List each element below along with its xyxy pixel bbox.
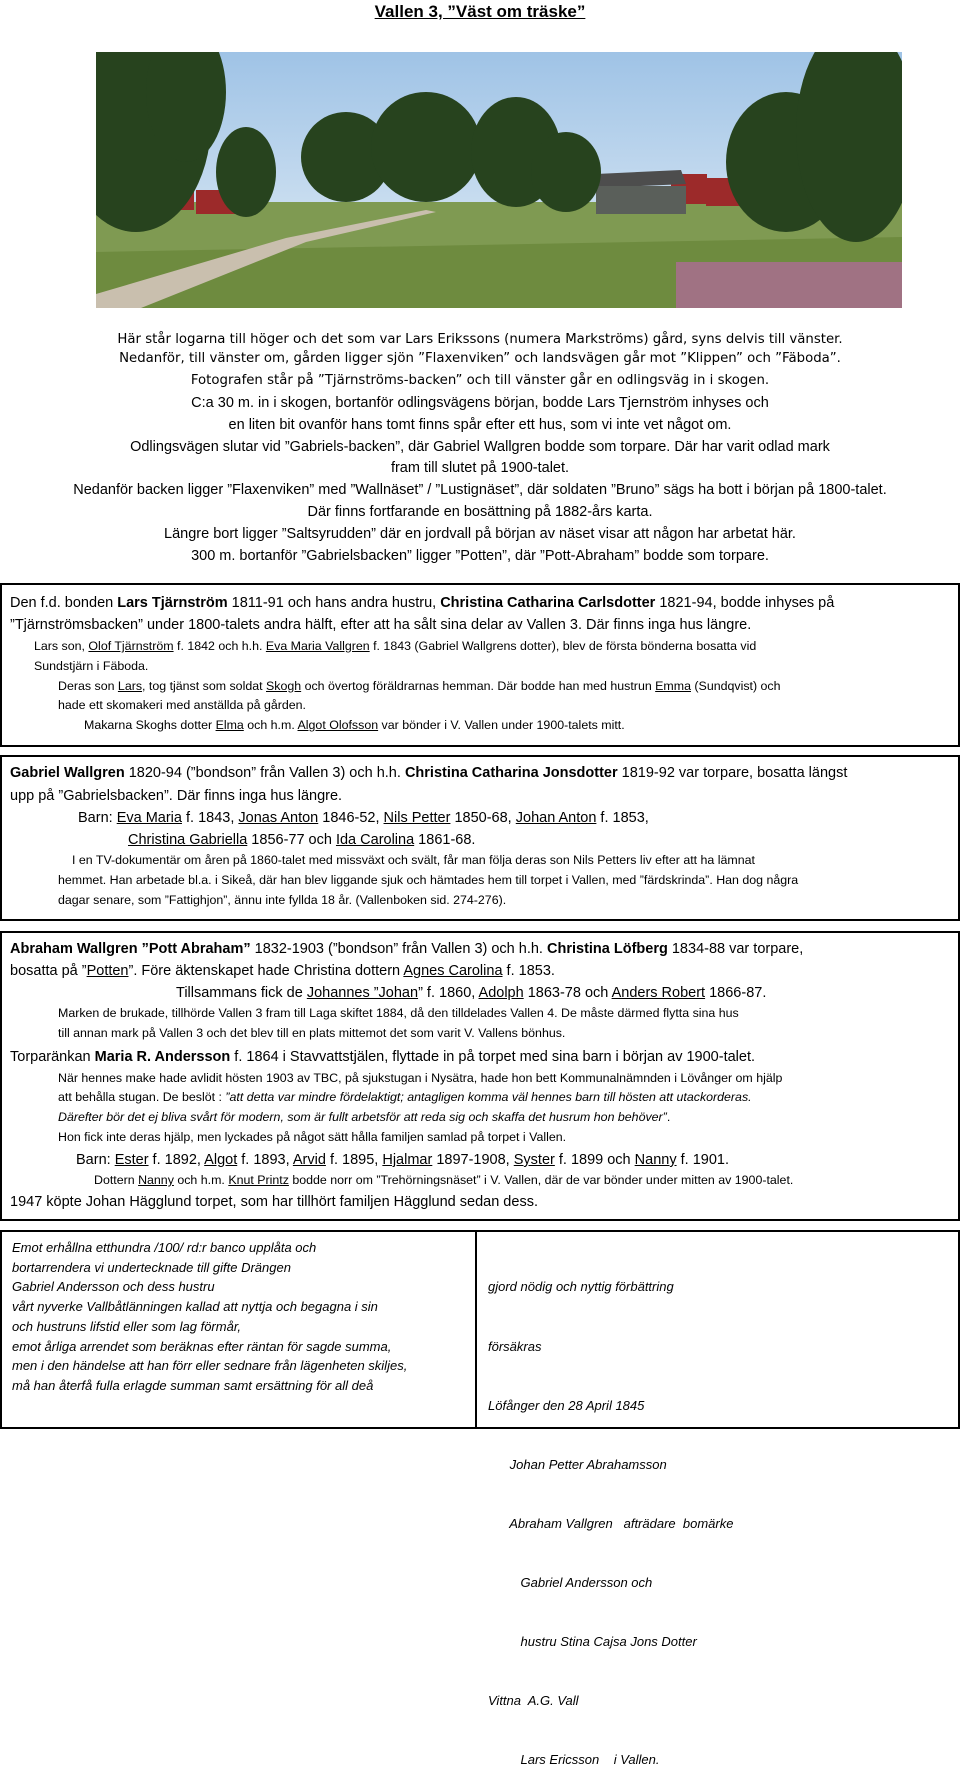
caption-line: en liten bit ovanför hans tomt finns spår efter ett hus, som vi inte vet något om.	[228, 417, 732, 433]
box1-line: hade ett skomakeri med anställda på gården.	[58, 698, 306, 712]
box1-line: Makarna Skoghs dotter Elma och h.m. Algot Olofsson var bönder i V. Vallen under 1900-talets mitt.	[84, 718, 625, 732]
box3-line: Därefter bör det ej bliva svårt för modern, som är fullt arbetsför att reda sig och skaffa det husrum hon behöver”.	[58, 1110, 671, 1124]
box1-line: Den f.d. bonden Lars Tjärnström 1811-91 och hans andra hustru, Christina Catharina Carlsdotter 1821-94, bodde inhyses på	[10, 595, 835, 611]
box3-line: Abraham Wallgren ”Pott Abraham” 1832-1903 (”bondson” från Vallen 3) och h.h. Christina Löfberg 1834-88 var torpare,	[10, 941, 804, 957]
letter-right-text: gjord nödig och nyttig förbättring försäkras Löfånger den 28 April 1845 Johan Petter Abrahamsson Abraham Vallgren afträdare bomärke Gabriel Andersson och hustru Stina Cajsa Jons Dotter Vittna A.G. Vall Lars Ericsson i Vallen.	[488, 1279, 734, 1768]
box1-line: Deras son Lars, tog tjänst som soldat Skogh och övertog föräldrarnas hemman. Där bodde han med hustrun Emma (Sundqvist) och	[58, 679, 781, 693]
caption-line: Fotografen står på ”Tjärnströms-backen” och till vänster går en odlingsväg in i skogen.	[190, 373, 770, 388]
caption-line: Längre bort ligger ”Saltsyrudden” där en jordvall på början av näset visar att någon har arbetat här.	[164, 526, 796, 542]
caption-line: Odlingsvägen slutar vid ”Gabriels-backen”, där Gabriel Wallgren bodde som torpare. Där har varit odlad mark	[130, 439, 830, 455]
box3-line: 1947 köpte Johan Hägglund torpet, som har tillhört familjen Hägglund sedan dess.	[10, 1194, 538, 1210]
caption-line: fram till slutet på 1900-talet.	[390, 460, 570, 476]
box3-line: Hon fick inte deras hjälp, men lyckades på något sätt hålla familjen samlad på torpet i Vallen.	[58, 1130, 567, 1144]
box3-line: till annan mark på Vallen 3 och det blev till en plats mittemot det som varit V. Vallens bönhus.	[58, 1026, 566, 1040]
caption-line: Där finns fortfarande en bosättning på 1882-års karta.	[307, 504, 653, 520]
box3-line: När hennes make hade avlidit hösten 1903 av TBC, på sjukstugan i Nysätra, hade hon bett Kommunalnämnden i Lövånger om hjälp	[58, 1071, 783, 1085]
box3-line: Marken de brukade, tillhörde Vallen 3 fram till Laga skiftet 1884, då den tilldelades Vallen 4. De måste därmed flytta sina hus	[58, 1006, 739, 1020]
letter-left-text: Emot erhållna etthundra /100/ rd:r banco upplåta och bortarrendera vi undertecknade till gifte Drängen Gabriel Andersson och dess hustru vårt nyverke Vallbåtlänningen kallad att nyttja och begagna i sin och hustruns lifstid eller som lag förmår, emot årliga arrendet som beräknas efter räntan för sagde summa, men i den händelse att han förr eller sednare från lägenheten skiljes, må han återfå fulla erlagde summan samt ersättning för all deå	[12, 1240, 408, 1393]
box2-line: Christina Gabriella 1856-77 och Ida Carolina 1861-68.	[128, 832, 476, 848]
caption-line: 300 m. bortanför ”Gabrielsbacken” ligger ”Potten”, där ”Pott-Abraham” bodde som torpare.	[191, 548, 769, 564]
box3-line: Barn: Ester f. 1892, Algot f. 1893, Arvid f. 1895, Hjalmar 1897-1908, Syster f. 1899 och Nanny f. 1901.	[76, 1152, 729, 1168]
box2-line: I en TV-dokumentär om åren på 1860-talet med missväxt och svält, får man följa deras son Nils Petters liv efter att ha lämnat	[72, 853, 755, 867]
box1-line: Sundstjärn i Fäboda.	[34, 659, 149, 673]
page-title: Vallen 3, ”Väst om träske”	[374, 2, 586, 21]
caption-line: Här står logarna till höger och det som var Lars Erikssons (numera Markströms) gård, syns delvis till vänster.	[117, 332, 843, 347]
box3-line: bosatta på ”Potten”. Före äktenskapet hade Christina dottern Agnes Carolina f. 1853.	[10, 963, 555, 979]
box2-line: upp på ”Gabrielsbacken”. Där finns inga hus längre.	[10, 788, 343, 804]
box1-line: ”Tjärnströmsbacken” under 1800-talets andra hälft, efter att ha sålt sina delar av Vallen 3. Där finns inga hus längre.	[10, 617, 752, 633]
caption-line: Nedanför, till vänster om, gården ligger sjön ”Flaxenviken” och landsvägen går mot ”Klippen” och ”Fäboda”.	[119, 351, 841, 366]
box2-line: Gabriel Wallgren 1820-94 (”bondson” från Vallen 3) och h.h. Christina Catharina Jonsdotter 1819-92 var torpare, bosatta längst	[10, 765, 848, 781]
caption-line: C:a 30 m. in i skogen, bortanför odlingsvägens början, bodde Lars Tjernström inhyses och	[191, 395, 769, 411]
photo-icon	[96, 52, 902, 308]
box3-line: Tillsammans fick de Johannes ”Johan” f. 1860, Adolph 1863-78 och Anders Robert 1866-87.	[176, 985, 767, 1001]
box3-line: Dottern Nanny och h.m. Knut Printz bodde norr om ”Trehörningsnäset” i V. Vallen, där de var bönder under mitten av 1900-talet.	[94, 1173, 794, 1187]
box3-line: Torparänkan Maria R. Andersson f. 1864 i Stavvattstjälen, flyttade in på torpet med sina barn i början av 1900-talet.	[10, 1049, 756, 1065]
farm-photo	[96, 52, 902, 308]
box1-line: Lars son, Olof Tjärnström f. 1842 och h.h. Eva Maria Vallgren f. 1843 (Gabriel Wallgrens dotter), blev de första bönderna bosatta vid	[34, 639, 757, 653]
box2-line: dagar senare, som ”Fattighjon”, ännu inte fyllda 18 år. (Vallenboken sid. 274-276).	[58, 893, 507, 907]
caption-line: Nedanför backen ligger ”Flaxenviken” med ”Wallnäset” / ”Lustignäset”, där soldaten ”Bruno” sägs ha bott i början på 1800-talet.	[73, 482, 887, 498]
box3-line: att behålla stugan. De beslöt : ”att detta var mindre fördelaktigt; antagligen komma väl hennes barn till hösten att utackorderas.	[58, 1090, 752, 1104]
box2-line: Barn: Eva Maria f. 1843, Jonas Anton 1846-52, Nils Petter 1850-68, Johan Anton f. 1853,	[78, 810, 649, 826]
box2-line: hemmet. Han arbetade bl.a. i Sikeå, där han blev liggande sjuk och hämtades hem till torpet i Vallen, med ”färdskrinda”. Han dog några	[58, 873, 799, 887]
